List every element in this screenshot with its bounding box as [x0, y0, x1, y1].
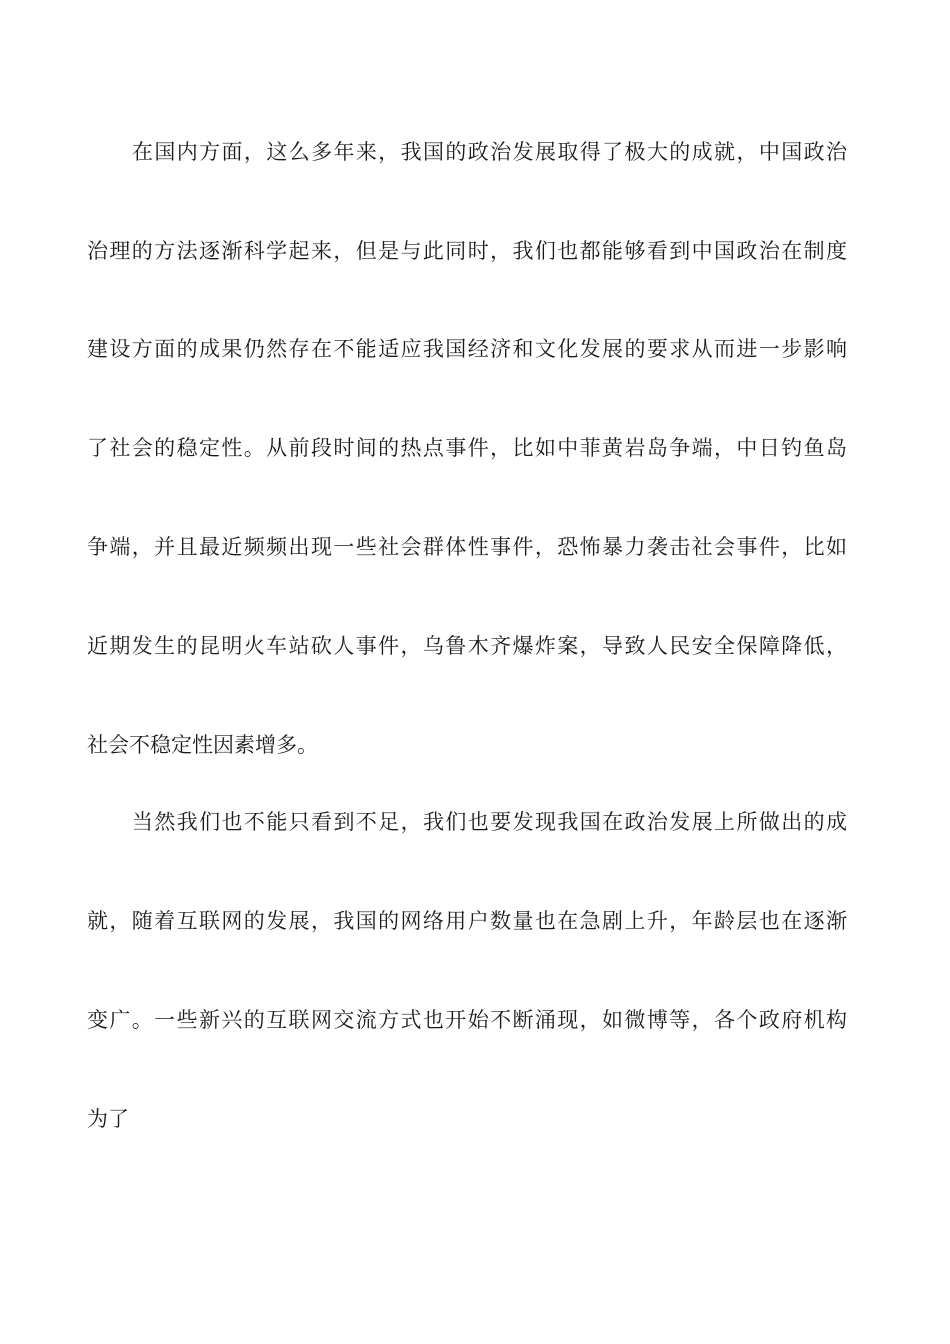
text-line: 近期发生的昆明火车站砍人事件，乌鲁木齐爆炸案，导致人民安全保障降低， [87, 634, 847, 658]
text-line: 了社会的稳定性。从前段时间的热点事件，比如中菲黄岩岛争端，中日钓鱼岛 [87, 436, 847, 460]
text-line: 建设方面的成果仍然存在不能适应我国经济和文化发展的要求从而进一步影响 [87, 337, 847, 361]
text-line: 当然我们也不能只看到不足，我们也要发现我国在政治发展上所做出的成 [132, 810, 847, 834]
text-line: 为了 [87, 1107, 129, 1131]
text-line: 在国内方面，这么多年来，我国的政治发展取得了极大的成就，中国政治 [132, 140, 847, 164]
text-line: 争端，并且最近频频出现一些社会群体性事件，恐怖暴力袭击社会事件，比如 [87, 535, 847, 559]
text-line: 变广。一些新兴的互联网交流方式也开始不断涌现，如微博等，各个政府机构 [87, 1008, 847, 1032]
text-line: 治理的方法逐渐科学起来，但是与此同时，我们也都能够看到中国政治在制度 [87, 239, 847, 263]
text-line: 就，随着互联网的发展，我国的网络用户数量也在急剧上升，年龄层也在逐渐 [87, 909, 847, 933]
text-line: 社会不稳定性因素增多。 [87, 733, 318, 757]
